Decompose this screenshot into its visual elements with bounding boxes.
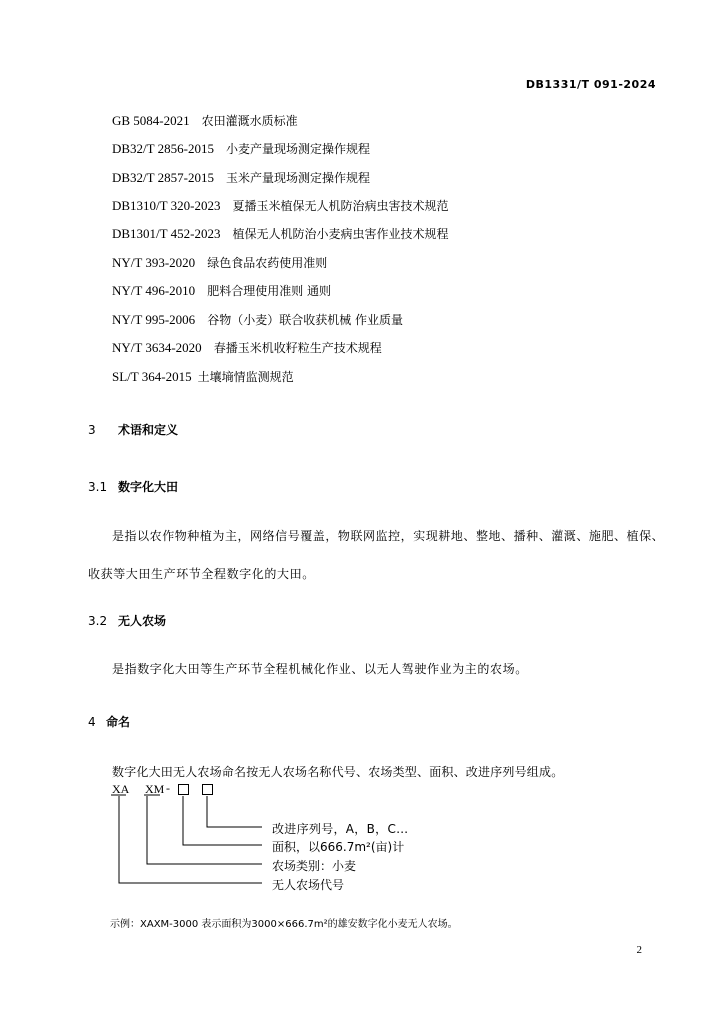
definition-text: 是指以农作物种植为主，网络信号覆盖，物联网监控，实现耕地、整地、播种、灌溉、施肥、植保、 <box>112 529 665 543</box>
reference-title: 土壤墒情监测规范 <box>197 370 294 384</box>
label-name: 无人农场代号 <box>272 878 345 892</box>
code-xa: XA <box>112 782 130 796</box>
reference-title: 夏播玉米植保无人机防治病虫害技术规范 <box>232 199 449 213</box>
reference-code: DB1301/T 452-2023 <box>112 226 221 241</box>
naming-intro: 数字化大田无人农场命名按无人农场名称代号、农场类型、面积、改进序列号组成。 <box>112 765 564 779</box>
definition-text: 收获等大田生产环节全程数字化的大田。 <box>88 567 315 581</box>
section-number: 3.1 <box>88 480 108 494</box>
reference-code: NY/T 3634-2020 <box>112 340 202 355</box>
label-type: 农场类别：小麦 <box>272 859 357 873</box>
reference-code: NY/T 496-2010 <box>112 283 196 298</box>
reference-code: GB 5084-2021 <box>112 113 190 128</box>
label-area: 面积，以666.7m²(亩)计 <box>272 840 405 854</box>
reference-code: DB1310/T 320-2023 <box>112 198 221 213</box>
reference-code: NY/T 995-2006 <box>112 312 196 327</box>
reference-title: 绿色食品农药使用准则 <box>207 256 328 270</box>
reference-code: NY/T 393-2020 <box>112 255 196 270</box>
standard-code: DB1331/T 091-2024 <box>525 78 656 91</box>
naming-example: 示例：XAXM-3000 表示面积为3000×666.7m²的雄安数字化小麦无人农场。 <box>110 919 458 930</box>
section-number: 3.2 <box>88 614 108 628</box>
section-number: 3 <box>88 423 96 437</box>
code-xm: XM <box>145 782 165 796</box>
section-title: 数字化大田 <box>118 480 179 494</box>
reference-title: 玉米产量现场测定操作规程 <box>225 171 370 185</box>
reference-code: DB32/T 2856-2015 <box>112 141 214 156</box>
reference-title: 小麦产量现场测定操作规程 <box>225 142 370 156</box>
label-serial: 改进序列号，A，B，C… <box>272 822 409 836</box>
reference-title: 农田灌溉水质标准 <box>201 114 298 128</box>
reference-title: 植保无人机防治小麦病虫害作业技术规程 <box>232 227 449 241</box>
reference-title: 春播玉米机收籽粒生产技术规程 <box>213 341 382 355</box>
page-number: 2 <box>636 944 642 956</box>
section-title: 无人农场 <box>118 614 167 628</box>
reference-code: SL/T 364-2015 <box>112 369 192 384</box>
reference-title: 肥料合理使用准则 通则 <box>207 284 332 298</box>
reference-code: DB32/T 2857-2015 <box>112 170 214 185</box>
definition-text: 是指数字化大田等生产环节全程机械化作业、以无人驾驶作业为主的农场。 <box>112 662 528 676</box>
code-dash: - <box>166 781 170 795</box>
reference-title: 谷物（小麦）联合收获机械 作业质量 <box>207 313 404 327</box>
section-title: 命名 <box>106 715 131 729</box>
section-title: 术语和定义 <box>118 423 179 437</box>
section-number: 4 <box>88 715 96 729</box>
